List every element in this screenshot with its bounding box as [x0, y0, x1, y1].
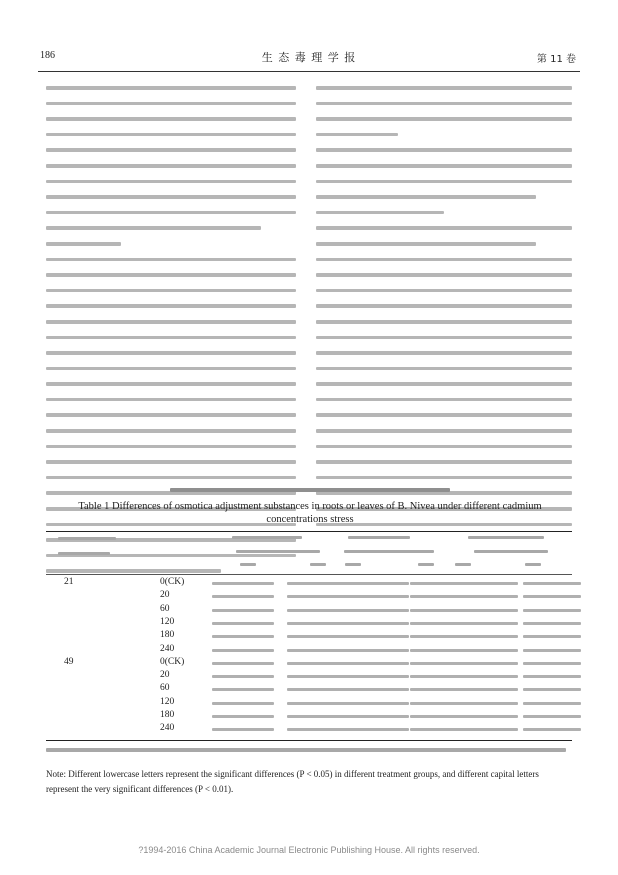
table-cell	[287, 675, 349, 678]
table-cell	[212, 622, 274, 625]
copyright-footer: ?1994-2016 China Academic Journal Electronic Publishing House. All rights reserved.	[138, 845, 480, 855]
table-cell	[212, 688, 274, 691]
right-column-text	[316, 86, 572, 538]
table-cell	[523, 609, 581, 612]
table-cell	[345, 715, 409, 718]
table-row-conc: 20	[160, 670, 170, 680]
header-rule	[38, 71, 580, 72]
table-cell	[456, 702, 518, 705]
table-cell	[212, 582, 274, 585]
table-row-conc: 0(CK)	[160, 577, 185, 587]
table-head-rule	[46, 574, 572, 575]
table-cell	[456, 675, 518, 678]
table-bottom-rule	[46, 740, 572, 741]
table-row-day: 49	[64, 657, 74, 667]
table-cell	[345, 635, 409, 638]
table-cell	[523, 635, 581, 638]
table-header-text	[240, 563, 256, 566]
table-row-day: 21	[64, 577, 74, 587]
table-cell	[287, 715, 349, 718]
table-note-cn	[46, 748, 566, 752]
table-note-en: Note: Different lowercase letters represent the significant differences (P < 0.05) in different treatment groups, and different capital letters represent the very significant differences (P < 0.01).	[46, 769, 539, 794]
table-header-text	[418, 563, 434, 566]
table-cell	[345, 622, 409, 625]
volume-label: 第 11 卷	[536, 54, 576, 65]
table-cell	[287, 582, 349, 585]
table-header-text	[468, 536, 544, 539]
table-cell	[523, 595, 581, 598]
page-number: 186	[40, 50, 55, 61]
table-cell	[287, 649, 349, 652]
table-cell	[456, 688, 518, 691]
table-header-text	[232, 536, 302, 539]
table-cell	[456, 622, 518, 625]
table-cell	[456, 728, 518, 731]
table-cell	[212, 702, 274, 705]
table-cell	[456, 649, 518, 652]
table-cell	[212, 728, 274, 731]
table-cell	[212, 595, 274, 598]
table-cell	[345, 688, 409, 691]
table-header-text	[525, 563, 541, 566]
table-cell	[345, 649, 409, 652]
table-row-conc: 60	[160, 683, 170, 693]
table-cell	[523, 715, 581, 718]
table-cell	[212, 715, 274, 718]
table-cell	[345, 662, 409, 665]
table-row-conc: 240	[160, 723, 175, 733]
table-cell	[523, 702, 581, 705]
table-cell	[345, 609, 409, 612]
table-row-conc: 120	[160, 617, 175, 627]
table-row-conc: 180	[160, 710, 175, 720]
table-cell	[287, 662, 349, 665]
table-cell	[212, 675, 274, 678]
table-cell	[287, 609, 349, 612]
table-cell	[287, 595, 349, 598]
table-title-cn	[170, 488, 450, 492]
table-header-text	[310, 563, 326, 566]
table-cell	[212, 635, 274, 638]
table-cell	[287, 635, 349, 638]
table-cell	[523, 675, 581, 678]
table-cell	[523, 688, 581, 691]
table-row-conc: 0(CK)	[160, 657, 185, 667]
table-cell	[523, 728, 581, 731]
table-header-text	[345, 563, 361, 566]
table-cell	[523, 649, 581, 652]
table-row-conc: 120	[160, 697, 175, 707]
table-cell	[456, 635, 518, 638]
table-row-conc: 180	[160, 630, 175, 640]
table-cell	[523, 582, 581, 585]
table-header-text	[236, 550, 320, 553]
journal-name: 生 态 毒 理 学 报	[261, 51, 357, 64]
table-cell	[212, 609, 274, 612]
table-cell	[456, 662, 518, 665]
table-cell	[345, 675, 409, 678]
table-cell	[287, 622, 349, 625]
table-cell	[287, 688, 349, 691]
table-top-rule	[46, 531, 572, 532]
table-cell	[523, 622, 581, 625]
table-cell	[287, 728, 349, 731]
table-row-conc: 60	[160, 604, 170, 614]
table-row-conc: 240	[160, 644, 175, 654]
table-header-text	[455, 563, 471, 566]
table-cell	[212, 649, 274, 652]
table-cell	[345, 595, 409, 598]
table-header-text	[474, 550, 548, 553]
table-header-text	[348, 536, 410, 539]
table-cell	[456, 582, 518, 585]
table-cell	[456, 595, 518, 598]
table-cell	[456, 715, 518, 718]
table-cell	[345, 728, 409, 731]
table-row-conc: 20	[160, 590, 170, 600]
table-header-text	[58, 552, 110, 555]
table-title-en: Table 1 Differences of osmotica adjustment substances in roots or leaves of B. Nivea under different cadmium concentrations stress	[78, 501, 542, 525]
table-cell	[345, 702, 409, 705]
table-cell	[345, 582, 409, 585]
table-cell	[523, 662, 581, 665]
table-header-text	[344, 550, 434, 553]
table-header-text	[58, 537, 116, 540]
table-cell	[456, 609, 518, 612]
table-cell	[287, 702, 349, 705]
table-cell	[212, 662, 274, 665]
